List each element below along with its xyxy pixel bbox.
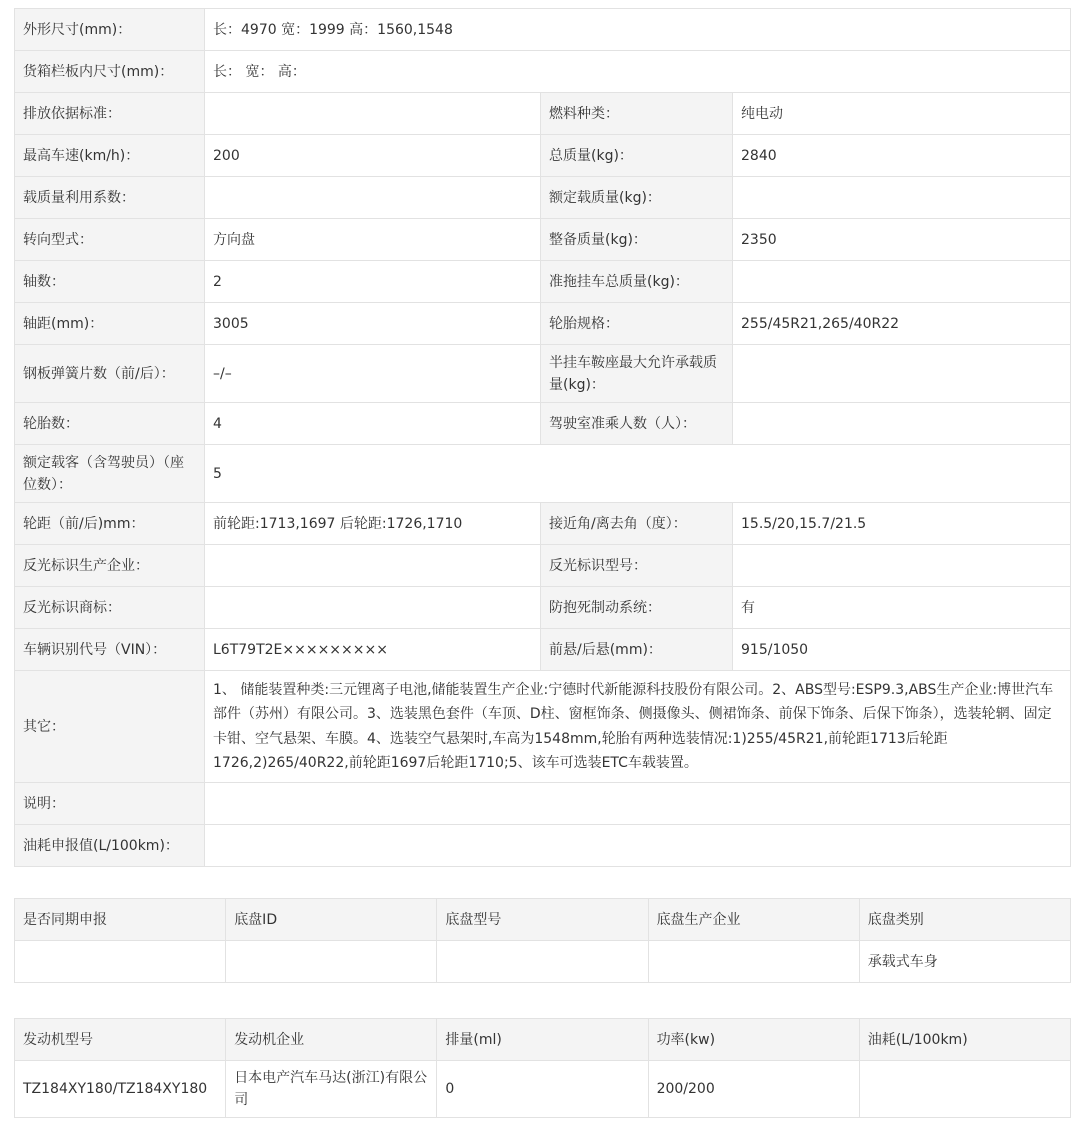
table-row <box>15 445 1071 503</box>
table-row <box>15 9 1071 51</box>
reflective-model-value <box>733 545 1071 587</box>
table-row <box>15 177 1071 219</box>
cab-seats-value <box>733 403 1071 445</box>
chassis-table <box>14 898 1071 983</box>
rated-load-label: 额定载质量(kg)： <box>541 177 733 219</box>
speed-value: 200 <box>205 135 541 177</box>
table-row <box>15 783 1071 825</box>
engine-cell: 200/200 <box>648 1061 859 1118</box>
table-row <box>15 303 1071 345</box>
engine-table <box>14 1018 1071 1118</box>
abs-label: 防抱死制动系统： <box>541 587 733 629</box>
overhang-value: 915/1050 <box>733 629 1071 671</box>
engine-cell: 日本电产汽车马达(浙江)有限公司 <box>226 1061 437 1118</box>
track-label: 轮距（前/后)mm： <box>15 503 205 545</box>
fuel-label: 燃料种类： <box>541 93 733 135</box>
chassis-cell <box>437 941 648 983</box>
table-row <box>15 261 1071 303</box>
leaf-spring-label: 钢板弹簧片数（前/后）： <box>15 345 205 403</box>
trailer-label: 准拖挂车总质量(kg)： <box>541 261 733 303</box>
tire-spec-label: 轮胎规格： <box>541 303 733 345</box>
table-row <box>15 629 1071 671</box>
wheelbase-label: 轴距(mm)： <box>15 303 205 345</box>
cab-seats-label: 驾驶室准乘人数（人）： <box>541 403 733 445</box>
chassis-cell <box>15 941 226 983</box>
steering-value: 方向盘 <box>205 219 541 261</box>
table-row <box>15 545 1071 587</box>
track-value: 前轮距:1713,1697 后轮距:1726,1710 <box>205 503 541 545</box>
fuel-value: 纯电动 <box>733 93 1071 135</box>
axles-value: 2 <box>205 261 541 303</box>
table-row <box>15 135 1071 177</box>
table-row <box>15 1061 1071 1118</box>
engine-cell: 0 <box>437 1061 648 1118</box>
reflective-maker-value <box>205 545 541 587</box>
engine-header-cell: 油耗(L/100km) <box>859 1019 1070 1061</box>
gross-mass-value: 2840 <box>733 135 1071 177</box>
chassis-header-cell: 是否同期申报 <box>15 899 226 941</box>
wheelbase-value: 3005 <box>205 303 541 345</box>
angle-value: 15.5/20,15.7/21.5 <box>733 503 1071 545</box>
cargo-label: 货箱栏板内尺寸(mm)： <box>15 51 205 93</box>
engine-header-cell: 发动机企业 <box>226 1019 437 1061</box>
engine-cell: TZ184XY180/TZ184XY180 <box>15 1061 226 1118</box>
chassis-header-cell: 底盘生产企业 <box>648 899 859 941</box>
chassis-cell: 承载式车身 <box>859 941 1070 983</box>
load-factor-value <box>205 177 541 219</box>
angle-label: 接近角/离去角（度）： <box>541 503 733 545</box>
fuel-consumption-value <box>205 825 1071 867</box>
chassis-header-cell: 底盘型号 <box>437 899 648 941</box>
table-row <box>15 219 1071 261</box>
engine-cell <box>859 1061 1070 1118</box>
tire-count-label: 轮胎数： <box>15 403 205 445</box>
other-value: 1、 储能装置种类:三元锂离子电池,储能装置生产企业:宁德时代新能源科技股份有限公司。2、ABS型号:ESP9.3,ABS生产企业:博世汽车部件（苏州）有限公司。3、选装黑色套件（车顶、D柱、窗框饰条、侧摄像头、侧裙饰条、前保下饰条、后保下饰条），选装轮辋、固定卡钳、空气悬架、车膜。4、选装空气悬架时,车高为1548mm,轮胎有两种选装情况:1)255/45R21,前轮距1713后轮距1726,2)265/40R22,前轮距1697后轮距1710;5、该车可选装ETC车载装置。 <box>205 671 1071 783</box>
reflective-maker-label: 反光标识生产企业： <box>15 545 205 587</box>
vin-value: L6T79T2E××××××××× <box>205 629 541 671</box>
table-row <box>15 51 1071 93</box>
tire-count-value: 4 <box>205 403 541 445</box>
chassis-header-cell: 底盘类别 <box>859 899 1070 941</box>
engine-header-cell: 发动机型号 <box>15 1019 226 1061</box>
table-row <box>15 503 1071 545</box>
table-row <box>15 93 1071 135</box>
axles-label: 轴数： <box>15 261 205 303</box>
dimensions-value: 长：4970 宽：1999 高：1560,1548 <box>205 9 1071 51</box>
passengers-value: 5 <box>205 445 1071 503</box>
leaf-spring-value: –/– <box>205 345 541 403</box>
emission-label: 排放依据标准： <box>15 93 205 135</box>
table-row <box>15 403 1071 445</box>
note-value <box>205 783 1071 825</box>
trailer-value <box>733 261 1071 303</box>
curb-mass-value: 2350 <box>733 219 1071 261</box>
rated-load-value <box>733 177 1071 219</box>
reflective-brand-label: 反光标识商标： <box>15 587 205 629</box>
chassis-cell <box>648 941 859 983</box>
fuel-consumption-label: 油耗申报值(L/100km)： <box>15 825 205 867</box>
table-row <box>15 345 1071 403</box>
reflective-brand-value <box>205 587 541 629</box>
reflective-model-label: 反光标识型号： <box>541 545 733 587</box>
note-label: 说明： <box>15 783 205 825</box>
saddle-label: 半挂车鞍座最大允许承载质量(kg)： <box>541 345 733 403</box>
vin-label: 车辆识别代号（VIN）： <box>15 629 205 671</box>
emission-value <box>205 93 541 135</box>
spec-table <box>14 8 1071 867</box>
abs-value: 有 <box>733 587 1071 629</box>
engine-header-cell: 功率(kw) <box>648 1019 859 1061</box>
curb-mass-label: 整备质量(kg)： <box>541 219 733 261</box>
engine-header-cell: 排量(ml) <box>437 1019 648 1061</box>
table-row <box>15 671 1071 783</box>
passengers-label: 额定载客（含驾驶员）（座位数）： <box>15 445 205 503</box>
speed-label: 最高车速(km/h)： <box>15 135 205 177</box>
steering-label: 转向型式： <box>15 219 205 261</box>
chassis-cell <box>226 941 437 983</box>
table-row <box>15 587 1071 629</box>
load-factor-label: 载质量利用系数： <box>15 177 205 219</box>
overhang-label: 前悬/后悬(mm)： <box>541 629 733 671</box>
table-row <box>15 941 1071 983</box>
gross-mass-label: 总质量(kg)： <box>541 135 733 177</box>
cargo-value: 长： 宽： 高： <box>205 51 1071 93</box>
other-label: 其它： <box>15 671 205 783</box>
table-row <box>15 825 1071 867</box>
tire-spec-value: 255/45R21,265/40R22 <box>733 303 1071 345</box>
chassis-header-cell: 底盘ID <box>226 899 437 941</box>
table-header-row <box>15 899 1071 941</box>
table-header-row <box>15 1019 1071 1061</box>
saddle-value <box>733 345 1071 403</box>
dimensions-label: 外形尺寸(mm)： <box>15 9 205 51</box>
